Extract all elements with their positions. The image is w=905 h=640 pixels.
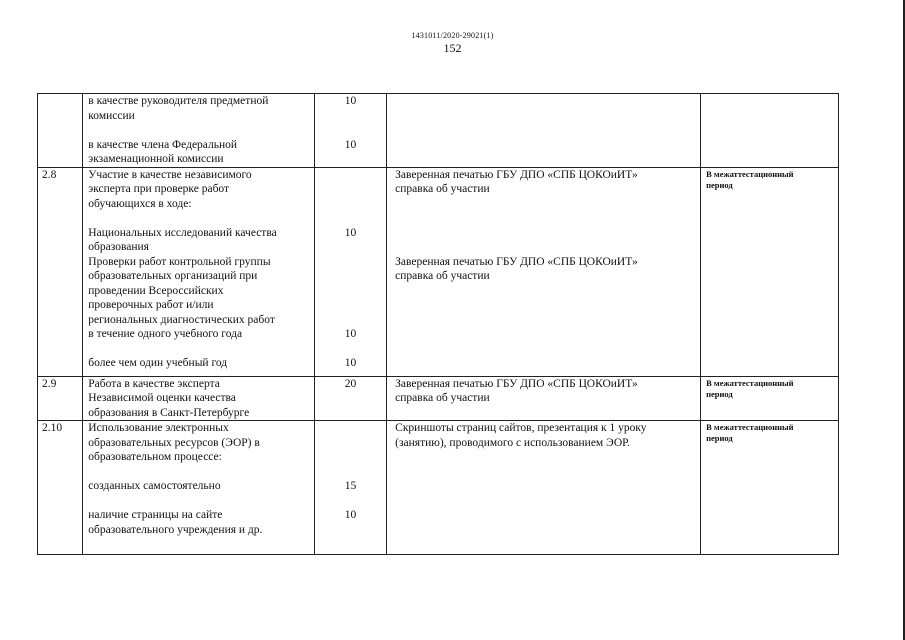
activity-line: региональных диагностических работ: [88, 313, 275, 326]
evidence-cell: [387, 167, 701, 376]
activity-line: в течение одного учебного года: [88, 328, 243, 340]
period-line: В межаттестационный: [706, 168, 794, 179]
table-row: [38, 376, 839, 421]
activity-line: образовательных ресурсов (ЭОР) в: [88, 436, 260, 449]
activity-cell: [83, 376, 314, 421]
points-value: 15: [344, 480, 357, 492]
evidence-cell: [387, 421, 701, 555]
evidence-line: справка об участии: [395, 270, 490, 282]
period-cell: [701, 167, 839, 376]
activity-line: Использование электронных: [88, 422, 229, 434]
evidence-line: Заверенная печатью ГБУ ДПО «СПБ ЦОКОиИТ»: [395, 377, 638, 390]
activity-line: эксперта при проверке работ: [88, 183, 230, 195]
evidence-line: справка об участии: [395, 183, 490, 195]
activity-cell: [83, 421, 314, 555]
evidence-line: справка об участии: [395, 392, 490, 404]
period-cell: [701, 376, 839, 421]
activity-line: созданных самостоятельно: [88, 480, 221, 492]
activity-line: Национальных исследований качества: [88, 226, 277, 239]
period-line: В межаттестационный: [706, 422, 794, 432]
points-value: 20: [344, 377, 357, 390]
period-cell: [701, 421, 839, 555]
period-cell: [701, 94, 839, 168]
activity-line: образования в Санкт-Петербурге: [88, 406, 250, 419]
activity-line: обучающихся в ходе:: [88, 197, 192, 210]
period-line: период: [706, 179, 733, 190]
page-number: 152: [443, 41, 462, 55]
activity-line: более чем один учебный год: [88, 357, 228, 369]
activity-line: экзаменационной комиссии: [88, 153, 224, 165]
activity-line: образовательном процессе:: [88, 451, 222, 463]
activity-line: Независимой оценки качества: [88, 392, 236, 404]
period-line: период: [706, 388, 733, 399]
points-cell: [314, 376, 386, 421]
activity-line: Проверки работ контрольной группы: [88, 255, 271, 268]
table-row: [38, 421, 839, 555]
activity-cell: [83, 94, 314, 168]
activity-line: комиссии: [88, 109, 135, 122]
row-number-cell: 2.9: [38, 376, 83, 421]
points-value: 10: [344, 95, 357, 107]
evidence-line: Скриншоты страниц сайтов, презентация к 1 уроку: [395, 422, 647, 434]
row-number-cell: 2.8: [38, 167, 83, 376]
points-value: 10: [344, 357, 357, 369]
row-number-cell: [38, 94, 83, 168]
activity-line: Работа в качестве эксперта: [88, 377, 220, 390]
table-row: [38, 94, 839, 168]
activity-line: проведении Всероссийских: [88, 284, 224, 297]
activity-line: образовательного учреждения и др.: [88, 523, 263, 536]
evidence-cell: [387, 94, 701, 168]
activity-line: наличие страницы на сайте: [88, 509, 223, 521]
evidence-line: Заверенная печатью ГБУ ДПО «СПБ ЦОКОиИТ»: [395, 255, 638, 268]
points-value: 10: [344, 138, 357, 151]
points-value: 10: [344, 226, 357, 239]
points-cell: [314, 167, 386, 376]
table-row: [38, 167, 839, 376]
points-cell: [314, 94, 386, 168]
points-cell: [314, 421, 386, 555]
document-id: 1431011/2020-29021(1): [411, 31, 494, 40]
points-value: 10: [344, 509, 357, 521]
activity-line: Участие в качестве независимого: [88, 168, 252, 181]
activity-line: в качестве руководителя предметной: [88, 95, 269, 107]
criteria-table: [37, 93, 839, 555]
activity-line: образовательных организаций при: [88, 270, 258, 282]
row-number-cell: 2.10: [38, 421, 83, 555]
activity-line: в качестве члена Федеральной: [88, 138, 238, 151]
activity-line: образования: [88, 241, 149, 253]
activity-line: проверочных работ и/или: [88, 299, 214, 311]
evidence-line: (занятию), проводимого с использованием ЭОР.: [395, 436, 630, 449]
evidence-cell: [387, 376, 701, 421]
evidence-line: Заверенная печатью ГБУ ДПО «СПБ ЦОКОиИТ»: [395, 168, 638, 181]
points-value: 10: [344, 328, 357, 340]
period-line: В межаттестационный: [706, 377, 794, 388]
period-line: период: [706, 433, 733, 443]
activity-cell: [83, 167, 314, 376]
